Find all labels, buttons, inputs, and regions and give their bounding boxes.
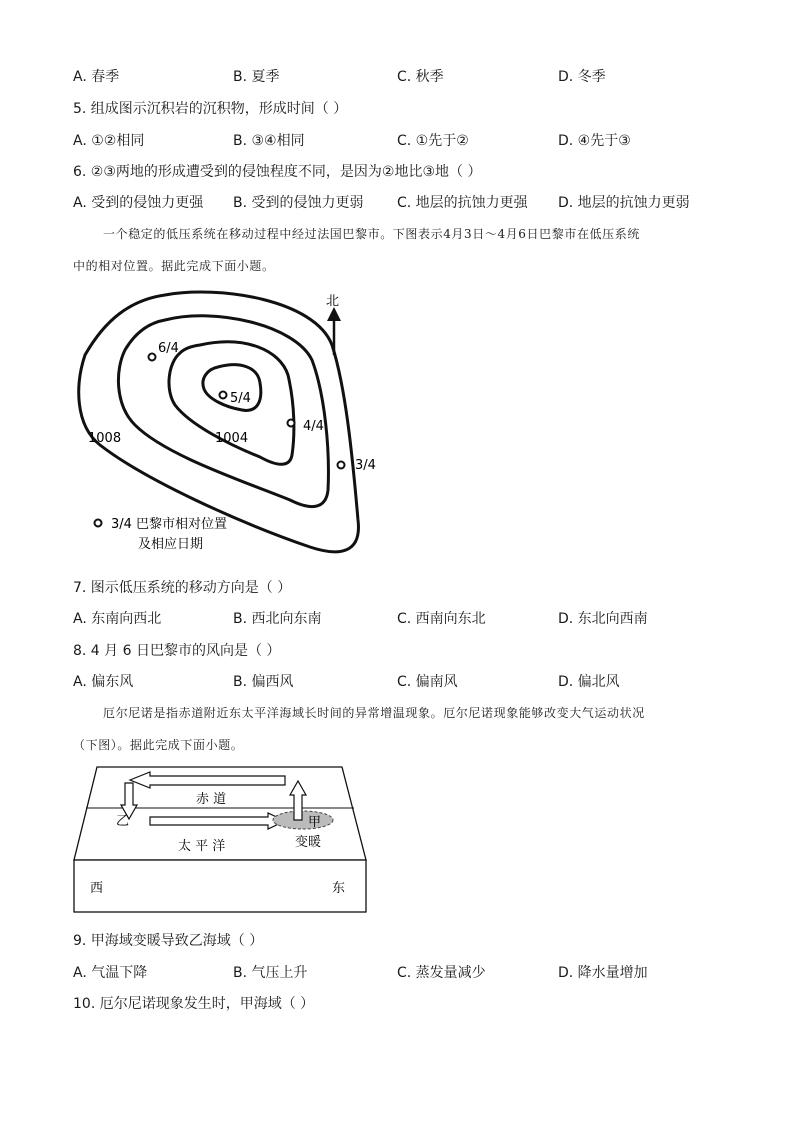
- q6-option-b: B. 受到的侵蚀力更弱: [233, 195, 364, 211]
- isobar-figure: [70, 285, 390, 560]
- equator-label: 赤 道: [196, 792, 227, 807]
- q7-option-b: B. 西北向东南: [233, 611, 322, 627]
- warm-pool: [273, 811, 333, 829]
- label-jia: 甲: [308, 815, 322, 830]
- el-nino-figure: [70, 765, 370, 915]
- q6-option-d: D. 地层的抗蚀力更弱: [558, 195, 690, 211]
- q8-option-b: B. 偏西风: [233, 674, 294, 690]
- isobar-label-1004: 1004: [215, 431, 249, 446]
- isobar-label-1008: 1008: [88, 431, 122, 446]
- passage2-line2: （下图）。据此完成下面小题。: [73, 738, 244, 752]
- q8-stem: 8. 4 月 6 日巴黎市的风向是（ ）: [73, 643, 281, 659]
- q10-stem: 10. 厄尔尼诺现象发生时，甲海域（ ）: [73, 996, 315, 1012]
- q4-option-c: C. 秋季: [397, 69, 444, 85]
- point-6-4: [149, 354, 156, 361]
- q9-stem: 9. 甲海域变暖导致乙海域（ ）: [73, 933, 264, 949]
- label-3-4: 3/4: [355, 458, 376, 473]
- label-west: 西: [90, 881, 104, 896]
- q5-option-a: A. ①②相同: [73, 133, 145, 149]
- q9-option-b: B. 气压上升: [233, 965, 308, 981]
- q4-option-b: B. 夏季: [233, 69, 280, 85]
- q4-option-d: D. 冬季: [558, 69, 606, 85]
- q6-option-c: C. 地层的抗蚀力更强: [397, 195, 528, 211]
- point-5-4: [220, 392, 227, 399]
- point-4-4: [288, 420, 295, 427]
- q8-option-a: A. 偏东风: [73, 674, 134, 690]
- passage1-line2: 中的相对位置。据此完成下面小题。: [73, 259, 275, 273]
- label-5-4: 5/4: [230, 391, 251, 406]
- q5-option-c: C. ①先于②: [397, 133, 469, 149]
- label-4-4: 4/4: [303, 419, 324, 434]
- legend-line1: 3/4 巴黎市相对位置: [111, 517, 228, 532]
- point-3-4: [338, 462, 345, 469]
- q6-stem: 6. ②③两地的形成遭受到的侵蚀程度不同，是因为②地比③地（ ）: [73, 164, 482, 180]
- q7-option-d: D. 东北向西南: [558, 611, 648, 627]
- q7-option-c: C. 西南向东北: [397, 611, 486, 627]
- north-arrow-head: [327, 307, 341, 321]
- label-6-4: 6/4: [158, 341, 179, 356]
- q5-option-d: D. ④先于③: [558, 133, 631, 149]
- legend-point: [95, 520, 102, 527]
- ocean-front: [74, 860, 366, 912]
- q9-option-c: C. 蒸发量减少: [397, 965, 486, 981]
- q6-option-a: A. 受到的侵蚀力更强: [73, 195, 204, 211]
- q4-option-a: A. 春季: [73, 69, 120, 85]
- q9-option-d: D. 降水量增加: [558, 965, 648, 981]
- north-label: 北: [326, 294, 340, 309]
- passage2-line1: 厄尔尼诺是指赤道附近东太平洋海域长时间的异常增温现象。厄尔尼诺现象能够改变大气运动状况: [103, 706, 645, 720]
- passage1-line1: 一个稳定的低压系统在移动过程中经过法国巴黎市。下图表示4月3日～4月6日巴黎市在低压系统: [103, 227, 640, 241]
- q9-option-a: A. 气温下降: [73, 965, 148, 981]
- q7-option-a: A. 东南向西北: [73, 611, 162, 627]
- q5-option-b: B. ③④相同: [233, 133, 305, 149]
- q8-option-d: D. 偏北风: [558, 674, 620, 690]
- ocean-label: 太 平 洋: [178, 839, 226, 854]
- label-warming: 变暖: [295, 835, 322, 850]
- label-east: 东: [332, 881, 346, 896]
- legend-line2: 及相应日期: [138, 537, 204, 552]
- q5-stem: 5. 组成图示沉积岩的沉积物，形成时间（ ）: [73, 101, 348, 117]
- q8-option-c: C. 偏南风: [397, 674, 458, 690]
- label-yi: 乙: [116, 814, 130, 829]
- q7-stem: 7. 图示低压系统的移动方向是（ ）: [73, 580, 292, 596]
